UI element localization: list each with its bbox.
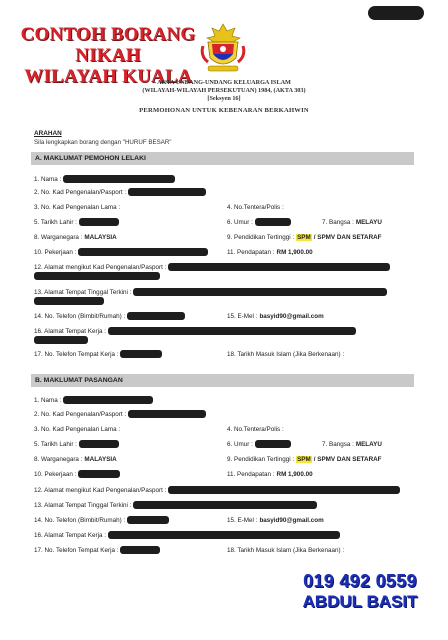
a-umur-label: 6. Umur :	[227, 218, 253, 226]
crest-icon	[200, 22, 246, 74]
b-telefon-row	[34, 515, 169, 525]
b-pendidikan-rest: / SPMV DAN SETARAF	[313, 455, 382, 463]
b-tarikh-lahir-label: 5. Tarikh Lahir :	[34, 440, 77, 448]
b-emel-row	[227, 515, 324, 525]
b-tarikh-islam-row	[227, 545, 344, 555]
b-emel-label: 15. E-Mel :	[227, 516, 258, 524]
redacted-field	[255, 218, 291, 226]
a-warganegara-row	[34, 232, 117, 242]
b-alamat-tinggal-label: 13. Alamat Tempat Tinggal Terkini :	[34, 501, 132, 509]
b-pendidikan-label: 9. Pendidikan Tertinggi :	[227, 455, 295, 463]
redacted-field	[79, 218, 119, 226]
b-tarikh-lahir-row	[34, 439, 119, 449]
redaction-bar	[368, 6, 424, 20]
redacted-field	[127, 312, 185, 320]
a-bangsa-label: 7. Bangsa :	[322, 218, 354, 226]
a-pendapatan-row	[227, 247, 313, 257]
instructions-text: Sila lengkapkan borang dengan "HURUF BESAR"	[34, 139, 172, 146]
redacted-field	[63, 175, 175, 183]
form-title: PERMOHONAN UNTUK KEBENARAN BERKAHWIN	[139, 107, 309, 114]
b-umur-row	[227, 439, 291, 449]
a-bangsa-value: MELAYU	[355, 218, 382, 226]
redacted-field	[127, 516, 169, 524]
b-tentera-row	[227, 424, 284, 434]
b-alamat-kerja-row	[34, 530, 340, 540]
redacted-field	[108, 531, 340, 539]
a-pendapatan-value: RM 1,900.00	[276, 248, 313, 256]
b-telefon-label: 14. No. Telefon (Bimbit/Rumah) :	[34, 516, 126, 524]
contact-phone: 019 492 0559	[303, 571, 417, 591]
act-title-line-1: AKTA UNDANG-UNDANG KELUARGA ISLAM	[157, 79, 291, 86]
b-umur-label: 6. Umur :	[227, 440, 253, 448]
redacted-field	[255, 440, 291, 448]
redacted-field	[34, 297, 104, 305]
a-alamat-kad-row-2	[34, 271, 160, 281]
b-telefon-kerja-label: 17. No. Telefon Tempat Kerja :	[34, 546, 119, 554]
a-tarikh-lahir-row	[34, 217, 119, 227]
redacted-field	[133, 501, 317, 509]
a-telefon-kerja-label: 17. No. Telefon Tempat Kerja :	[34, 350, 119, 358]
b-bangsa-row	[322, 439, 382, 449]
redacted-field	[63, 396, 153, 404]
banner-line-1: CONTOH BORANG NIKAH	[20, 24, 196, 66]
a-alamat-tinggal-row-2	[34, 296, 104, 306]
b-kad-label: 2. No. Kad Pengenalan/Pasport :	[34, 410, 127, 418]
a-pendidikan-highlight: SPM	[297, 233, 311, 241]
a-alamat-kad-label: 12. Alamat mengikut Kad Pengenalan/Pasport :	[34, 263, 167, 271]
b-tentera-label: 4. No.Tentera/Polis :	[227, 425, 284, 433]
a-telefon-label: 14. No. Telefon (Bimbit/Rumah) :	[34, 312, 126, 320]
b-warganegara-value: MALAYSIA	[84, 455, 117, 463]
redacted-field	[108, 327, 356, 335]
a-pendidikan-rest: / SPMV DAN SETARAF	[313, 233, 382, 241]
redacted-field	[34, 336, 88, 344]
a-tarikh-islam-label: 18. Tarikh Masuk Islam (Jika Berkenaan) :	[227, 350, 345, 358]
b-pendidikan-row	[227, 454, 382, 464]
a-telefon-kerja-row	[34, 349, 162, 359]
a-umur-row	[227, 217, 291, 227]
b-pekerjaan-label: 10. Pekerjaan :	[34, 470, 77, 478]
section-a-header: A. MAKLUMAT PEMOHON LELAKI	[31, 152, 414, 165]
a-tentera-label: 4. No.Tentera/Polis :	[227, 203, 284, 211]
redacted-field	[128, 188, 206, 196]
a-kad-label: 2. No. Kad Pengenalan/Pasport :	[34, 188, 127, 196]
redacted-field	[128, 410, 206, 418]
a-telefon-row	[34, 311, 185, 321]
redacted-field	[168, 486, 400, 494]
b-telefon-kerja-row	[34, 545, 160, 555]
redacted-field	[79, 440, 119, 448]
redacted-field	[133, 288, 387, 296]
b-pendapatan-value: RM 1,900.00	[276, 470, 313, 478]
a-pekerjaan-label: 10. Pekerjaan :	[34, 248, 77, 256]
a-pendidikan-row	[227, 232, 382, 242]
b-kad-lama-label: 3. No. Kad Pengenalan Lama :	[34, 425, 121, 433]
b-warganegara-label: 8. Warganegara :	[34, 455, 83, 463]
a-pendidikan-label: 9. Pendidikan Tertinggi :	[227, 233, 295, 241]
redacted-field	[120, 546, 160, 554]
a-alamat-kerja-label: 16. Alamat Tempat Kerja :	[34, 327, 106, 335]
b-alamat-kerja-label: 16. Alamat Tempat Kerja :	[34, 531, 106, 539]
b-alamat-kad-label: 12. Alamat mengikut Kad Pengenalan/Pasport :	[34, 486, 167, 494]
form-banner	[18, 24, 198, 87]
a-tarikh-lahir-label: 5. Tarikh Lahir :	[34, 218, 77, 226]
contact-name: ABDUL BASIT	[302, 592, 418, 611]
b-pendapatan-label: 11. Pendapatan :	[227, 470, 275, 478]
b-nama-label: 1. Nama :	[34, 396, 62, 404]
a-pekerjaan-row	[34, 247, 208, 257]
a-warganegara-value: MALAYSIA	[84, 233, 117, 241]
a-tarikh-islam-row	[227, 349, 344, 359]
banner-line-2: WILAYAH KUALA	[24, 66, 192, 87]
b-pendapatan-row	[227, 469, 313, 479]
b-alamat-tinggal-row	[34, 500, 317, 510]
b-bangsa-value: MELAYU	[355, 440, 382, 448]
a-warganegara-label: 8. Warganegara :	[34, 233, 83, 241]
b-kad-row	[34, 409, 206, 419]
b-alamat-kad-row	[34, 485, 400, 495]
section-b-header: B. MAKLUMAT PASANGAN	[31, 374, 414, 387]
b-bangsa-label: 7. Bangsa :	[322, 440, 354, 448]
a-alamat-kerja-row-2	[34, 335, 88, 345]
b-warganegara-row	[34, 454, 117, 464]
a-nama-row	[34, 174, 175, 184]
redacted-field	[34, 272, 160, 280]
redacted-field	[168, 263, 390, 271]
b-pendidikan-highlight: SPM	[297, 455, 311, 463]
a-alamat-tinggal-label: 13. Alamat Tempat Tinggal Terkini :	[34, 288, 132, 296]
a-emel-value: basyid90@gmail.com	[259, 312, 324, 320]
b-pekerjaan-row	[34, 469, 120, 479]
a-emel-label: 15. E-Mel :	[227, 312, 258, 320]
a-kad-lama-row	[34, 202, 120, 212]
a-kad-lama-label: 3. No. Kad Pengenalan Lama :	[34, 203, 121, 211]
a-emel-row	[227, 311, 324, 321]
redacted-field	[78, 470, 120, 478]
a-pendapatan-label: 11. Pendapatan :	[227, 248, 275, 256]
a-nama-label: 1. Nama :	[34, 175, 62, 183]
act-title-line-2: (WILAYAH-WILAYAH PERSEKUTUAN) 1984, (AKTA 303)	[142, 87, 306, 94]
redacted-field	[120, 350, 162, 358]
a-bangsa-row	[322, 217, 382, 227]
redacted-field	[78, 248, 208, 256]
b-emel-value: basyid90@gmail.com	[259, 516, 324, 524]
act-section: [Seksyen 16]	[207, 95, 241, 102]
b-nama-row	[34, 395, 153, 405]
a-tentera-row	[227, 202, 284, 212]
a-kad-row	[34, 187, 206, 197]
instructions-heading: ARAHAN	[34, 130, 62, 137]
b-kad-lama-row	[34, 424, 120, 434]
b-tarikh-islam-label: 18. Tarikh Masuk Islam (Jika Berkenaan) :	[227, 546, 345, 554]
